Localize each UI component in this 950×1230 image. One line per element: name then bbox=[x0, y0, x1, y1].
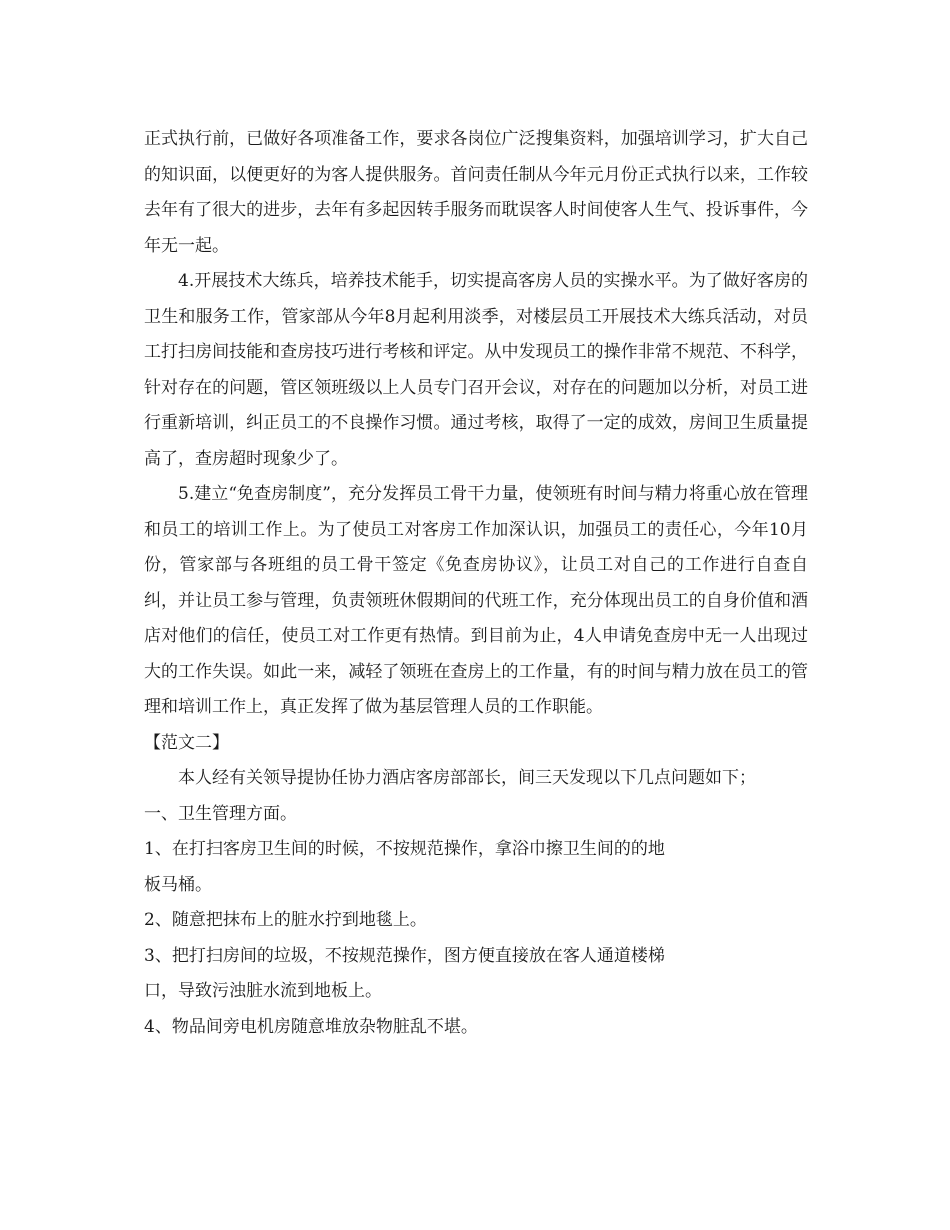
list-item-1-continuation: 板马桶。 bbox=[144, 874, 212, 895]
list-item-4: 4、物品间旁电机房随意堆放杂物脏乱不堪。 bbox=[144, 1016, 478, 1037]
paragraph-item-4: 4.开展技术大练兵，培养技术能手，切实提高客房人员的实操水平。为了做好客房的卫生和服务工作，管家部从今年8月起利用淡季，对楼层员工开展技术大练兵活动，对员工打扫房间技能和查房技巧进行考核和评定。从中发现员工的操作非常不规范、不科学，针对存在的问题，管区领班级以上人员专门召开会议，对存在的问题加以分析，对员工进行重新培训，纠正员工的不良操作习惯。通过考核，取得了一定的成效，房间卫生质量提高了，查房超时现象少了。 bbox=[144, 271, 808, 469]
section-title: 【范文二】 bbox=[144, 732, 229, 753]
paragraph-continuation: 正式执行前，已做好各项准备工作，要求各岗位广泛搜集资料，加强培训学习，扩大自己的知识面，以便更好的为客人提供服务。首问责任制从今年元月份正式执行以来，工作较去年有了很大的进步，去年有多起因转手服务而耽误客人时间使客人生气、投诉事件，今年无一起。 bbox=[144, 129, 808, 256]
sub-heading: 一、卫生管理方面。 bbox=[144, 803, 297, 824]
list-item-2: 2、随意把抹布上的脏水拧到地毯上。 bbox=[144, 910, 427, 930]
document-body bbox=[144, 122, 808, 1045]
list-item-3: 3、把打扫房间的垃圾，不按规范操作，图方便直接放在客人通道楼梯 bbox=[144, 945, 665, 966]
section-intro: 本人经有关领导提协任协力酒店客房部部长，间三天发现以下几点问题如下； bbox=[178, 768, 756, 788]
list-item-1: 1、在打扫客房卫生间的时候，不按规范操作，拿浴巾擦卫生间的的地 bbox=[144, 839, 665, 859]
paragraph-item-5: 5.建立“免查房制度”，充分发挥员工骨干力量，使领班有时间与精力将重心放在管理和员工的培训工作上。为了使员工对客房工作加深认识，加强员工的责任心，今年10月份，管家部与各班组的员工骨干签定《免查房协议》，让员工对自己的工作进行自查自纠，并让员工参与管理，负责领班休假期间的代班工作，充分体现出员工的自身价值和酒店对他们的信任，使员工对工作更有热情。到目前为止，4人申请免查房中无一人出现过大的工作失误。如此一来，减轻了领班在查房上的工作量，有的时间与精力放在员工的管理和培训工作上，真正发挥了做为基层管理人员的工作职能。 bbox=[144, 484, 808, 717]
list-item-3-continuation: 口，导致污浊脏水流到地板上。 bbox=[144, 981, 382, 1001]
